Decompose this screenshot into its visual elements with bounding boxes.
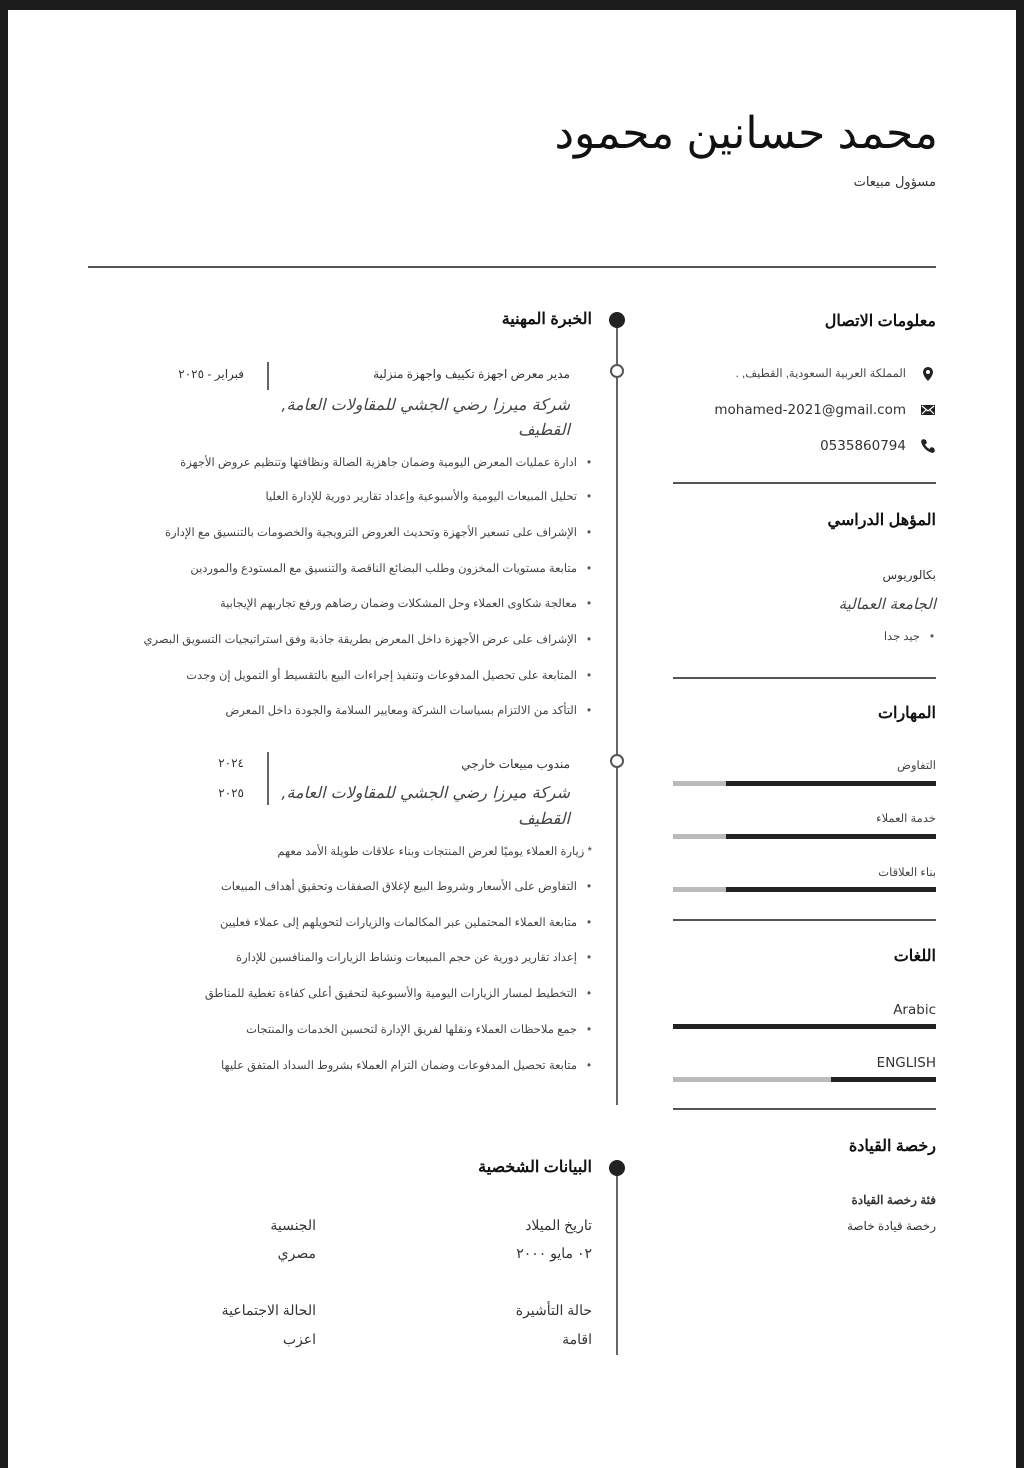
job-title: مندوب مبيعات خارجي <box>461 757 570 771</box>
skill-level-fill <box>726 781 936 786</box>
list-item: المتابعة على تحصيل المدفوعات وتنفيذ إجراءات البيع بالتقسيط أو التمويل إن وجدت • <box>186 666 577 686</box>
company-name: شركة ميرزا رضي الجشي للمقاولات العامة, <box>281 395 570 414</box>
grade: جيد جدا • <box>884 627 920 647</box>
list-item: الإشراف على عرض الأجهزة داخل المعرض بطريقة جاذبة وفق استراتيجيات التسويق البصري • <box>144 630 577 650</box>
company-name: شركة ميرزا رضي الجشي للمقاولات العامة, <box>281 783 570 802</box>
languages-heading: اللغات <box>893 948 936 965</box>
job-date: فبراير - ٢٠٢٥ <box>178 367 244 381</box>
candidate-name: محمد حسانين محمود <box>554 109 938 158</box>
timeline-dot <box>609 1160 625 1176</box>
date-separator <box>267 362 269 390</box>
company-location: القطيف <box>518 809 570 828</box>
skill-level-fill <box>726 887 936 892</box>
field-label: حالة التأشيرة <box>515 1302 592 1318</box>
list-item: معالجة شكاوى العملاء وحل المشكلات وضمان رضاهم ورفع تجاربهم الإيجابية • <box>220 594 577 614</box>
field-value: مصري <box>277 1245 316 1261</box>
date-separator <box>267 752 269 805</box>
language-label: Arabic <box>893 1002 936 1018</box>
field-value: اقامة <box>562 1331 592 1347</box>
list-item: الإشراف على تسعير الأجهزة وتحديث العروض الترويجية والخصومات بالتنسيق مع الإدارة • <box>165 523 577 543</box>
company-location: القطيف <box>518 420 570 439</box>
envelope-icon <box>920 402 936 418</box>
list-item: متابعة تحصيل المدفوعات وضمان التزام العملاء بشروط السداد المتفق عليها • <box>221 1056 577 1076</box>
list-item: التأكد من الالتزام بسياسات الشركة ومعايير السلامة والجودة داخل المعرض • <box>225 701 577 721</box>
list-item: ادارة عمليات المعرض اليومية وضمان جاهزية الصالة ونظافتها وتنظيم عروض الأجهزة • <box>180 453 577 473</box>
field-label: تاريخ الميلاد <box>525 1217 592 1233</box>
timeline-line <box>616 1168 618 1355</box>
personal-heading: البيانات الشخصية <box>478 1159 592 1176</box>
job-title: مدير معرض اجهزة تكييف واجهزة منزلية <box>373 367 570 381</box>
experience-heading: الخبرة المهنية <box>501 311 592 328</box>
section-divider <box>673 919 936 921</box>
location-text: المملكة العربية السعودية, القطيف, . <box>735 368 906 380</box>
location-pin-icon <box>920 366 936 382</box>
field-value: اعزب <box>282 1331 316 1347</box>
phone-icon <box>920 438 936 454</box>
skills-heading: المهارات <box>877 705 936 722</box>
field-label: الحالة الاجتماعية <box>221 1302 316 1318</box>
language-label: ENGLISH <box>876 1055 936 1071</box>
list-item: التفاوض على الأسعار وشروط البيع لإغلاق الصفقات وتحقيق أهداف المبيعات • <box>221 877 577 897</box>
language-bar <box>673 1024 936 1029</box>
degree: بكالوريوس <box>882 568 936 582</box>
skill-bar <box>673 887 936 892</box>
list-item: متابعة العملاء المحتملين عبر المكالمات والزيارات لتحويلهم إلى عملاء فعليين • <box>220 913 577 933</box>
list-item: التخطيط لمسار الزيارات اليومية والأسبوعية لتحقيق أعلى كفاءة تغطية للمناطق • <box>205 984 577 1004</box>
resume-page <box>8 10 1016 1468</box>
skill-bar <box>673 781 936 786</box>
job-date-start: ٢٠٢٤ <box>218 756 244 770</box>
skill-bar <box>673 834 936 839</box>
phone-number: 0535860794 <box>820 438 906 454</box>
list-item: إعداد تقارير دورية عن حجم المبيعات ونشاط الزيارات والمنافسين للإدارة • <box>236 948 577 968</box>
education-heading: المؤهل الدراسي <box>827 512 936 529</box>
timeline-line <box>616 320 618 1105</box>
skill-label: التفاوض <box>897 760 936 772</box>
field-value: ٠٢ مايو ٢٠٠٠ <box>516 1245 592 1261</box>
timeline-dot <box>609 312 625 328</box>
job-date-end: ٢٠٢٥ <box>218 786 244 800</box>
timeline-node <box>610 754 624 768</box>
job-intro: * زيارة العملاء يوميًا لعرض المنتجات وبناء علاقات طويلة الأمد معهم <box>277 846 592 858</box>
skill-label: بناء العلاقات <box>878 867 936 879</box>
timeline-node <box>610 364 624 378</box>
list-item: تحليل المبيعات اليومية والأسبوعية وإعداد تقارير دورية للإدارة العليا • <box>265 487 577 507</box>
license-heading: رخصة القيادة <box>848 1138 936 1155</box>
school-name: الجامعة العمالية <box>838 595 936 613</box>
list-item: متابعة مستويات المخزون وطلب البضائع الناقصة والتنسيق مع المستودع والموردين • <box>190 559 577 579</box>
skill-level-fill <box>831 1077 936 1082</box>
section-divider <box>673 677 936 679</box>
skill-level-fill <box>673 1024 936 1029</box>
skill-level-fill <box>726 834 936 839</box>
email-link[interactable]: mohamed-2021@gmail.com <box>714 402 906 418</box>
field-label: الجنسية <box>270 1217 316 1233</box>
skill-label: خدمة العملاء <box>876 813 936 825</box>
list-item: جمع ملاحظات العملاء ونقلها لفريق الإدارة لتحسين الخدمات والمنتجات • <box>246 1020 577 1040</box>
section-divider <box>673 1108 936 1110</box>
contact-heading: معلومات الاتصال <box>824 313 936 330</box>
license-category-label: فئة رخصة القيادة <box>851 1193 936 1207</box>
license-category-value: رخصة قيادة خاصة <box>846 1219 936 1233</box>
job-title: مسؤول مبيعات <box>853 175 936 190</box>
section-divider <box>673 482 936 484</box>
language-bar <box>673 1077 936 1082</box>
header-divider <box>88 266 936 268</box>
